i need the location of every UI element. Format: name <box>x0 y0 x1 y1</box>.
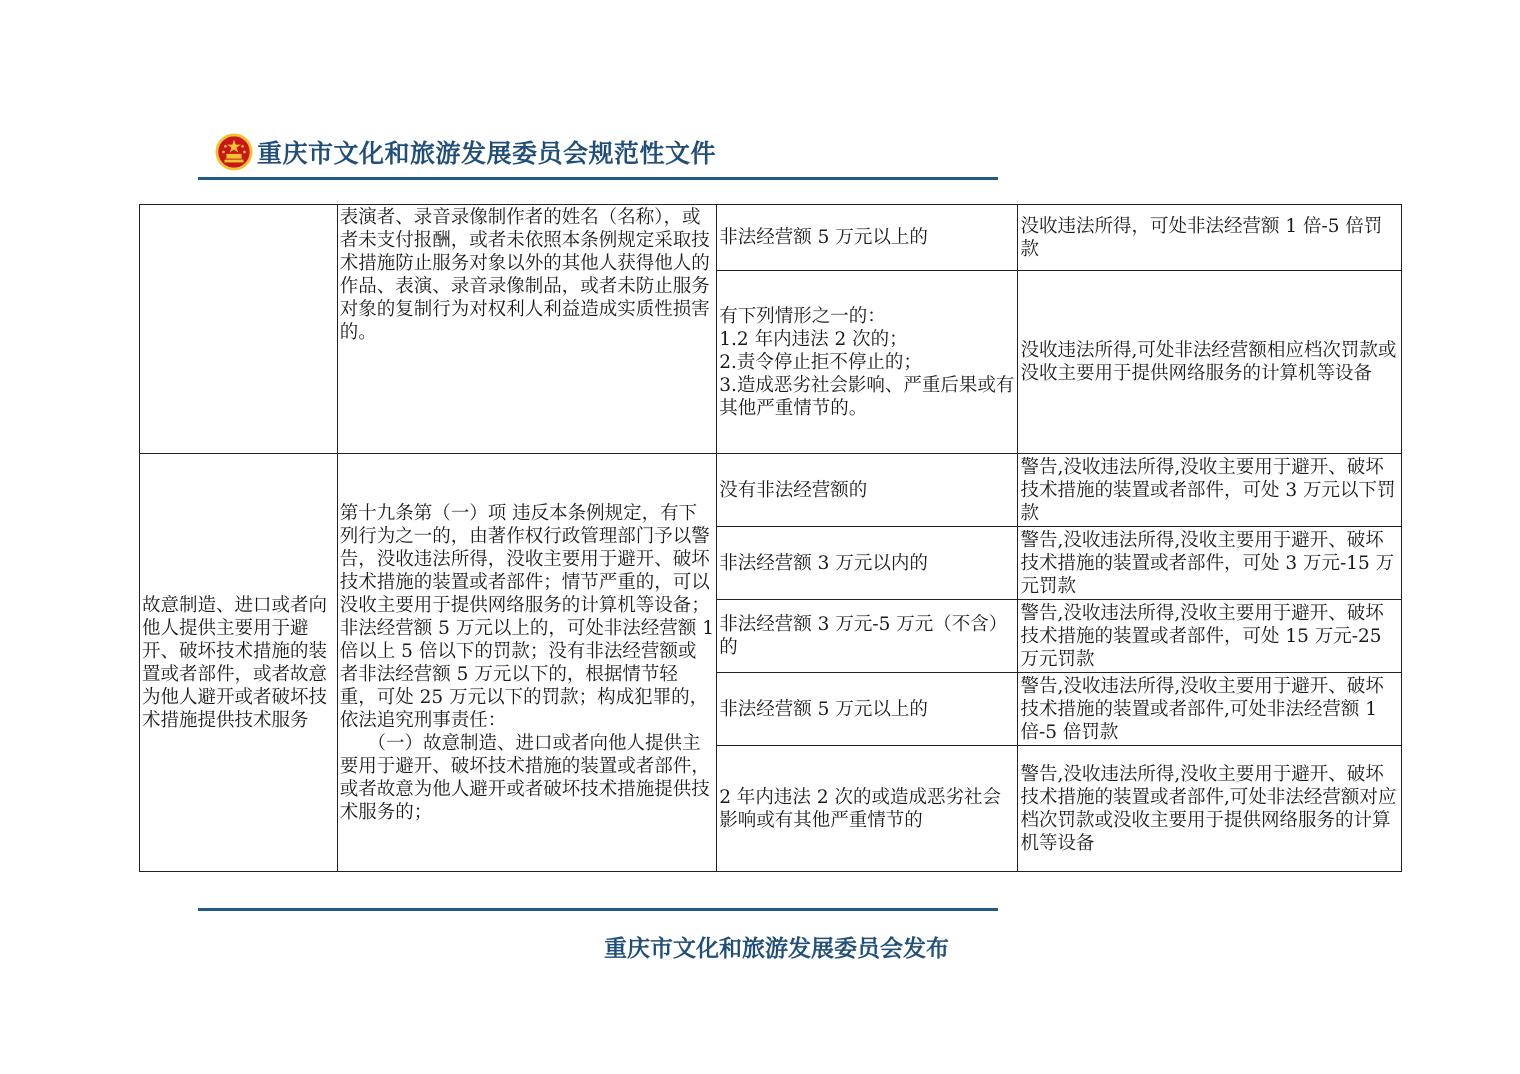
circumstance-cell: 非法经营额 5 万元以上的 <box>717 673 1018 746</box>
header-divider <box>198 177 998 180</box>
penalty-cell: 没收违法所得，可处非法经营额 1 倍-5 倍罚款 <box>1018 205 1402 271</box>
penalty-cell: 警告,没收违法所得,没收主要用于避开、破坏技术措施的装置或者部件，可处 15 万元-25 万元罚款 <box>1018 600 1402 673</box>
penalty-cell: 警告,没收违法所得,没收主要用于避开、破坏技术措施的装置或者部件，可处 3 万元-15 万元罚款 <box>1018 527 1402 600</box>
publisher-footer: 重庆市文化和旅游发展委员会发布 <box>604 935 949 962</box>
document-header-title: 重庆市文化和旅游发展委员会规范性文件 <box>257 139 717 168</box>
penalty-cell: 警告,没收违法所得,没收主要用于避开、破坏技术措施的装置或者部件,可处非法经营额对应档次罚款或没收主要用于提供网络服务的计算机等设备 <box>1018 746 1402 872</box>
national-emblem-icon <box>215 133 253 171</box>
penalty-cell: 警告,没收违法所得,没收主要用于避开、破坏技术措施的装置或者部件，可处 3 万元以下罚款 <box>1018 454 1402 527</box>
penalty-cell: 没收违法所得,可处非法经营额相应档次罚款或没收主要用于提供网络服务的计算机等设备 <box>1018 271 1402 454</box>
circumstance-cell: 非法经营额 5 万元以上的 <box>717 205 1018 271</box>
circumstance-cell: 2 年内违法 2 次的或造成恶劣社会影响或有其他严重情节的 <box>717 746 1018 872</box>
penalty-standard-table <box>139 204 1402 872</box>
footer-divider <box>198 908 998 911</box>
penalty-cell: 警告,没收违法所得,没收主要用于避开、破坏技术措施的装置或者部件,可处非法经营额 1 倍-5 倍罚款 <box>1018 673 1402 746</box>
behavior-cell: 故意制造、进口或者向他人提供主要用于避开、破坏技术措施的装置或者部件，或者故意为他人避开或者破坏技术措施提供技术服务 <box>140 454 338 872</box>
table-row <box>140 205 1402 271</box>
document-header <box>215 130 716 174</box>
table-row <box>140 454 1402 527</box>
circumstance-cell: 非法经营额 3 万元以内的 <box>717 527 1018 600</box>
provision-cell: 表演者、录音录像制作者的姓名（名称），或者未支付报酬，或者未依照本条例规定采取技术措施防止服务对象以外的其他人获得他人的作品、表演、录音录像制品，或者未防止服务对象的复制行为对权利人利益造成实质性损害的。 <box>337 205 717 454</box>
behavior-cell <box>140 205 338 454</box>
provision-cell: 第十九条第（一）项 违反本条例规定，有下列行为之一的，由著作权行政管理部门予以警告，没收违法所得，没收主要用于避开、破坏技术措施的装置或者部件；情节严重的，可以没收主要用于提供网络服务的计算机等设备；非法经营额 5 万元以上的，可处非法经营额 1 倍以上 5 倍以下的罚款；没有非法经营额或者非法经营额 5 万元以下的，根据情节轻重，可处 25 万元以下的罚款；构成犯罪的，依法追究刑事责任： （一）故意制造、进口或者向他人提供主要用于避开、破坏技术措施的装置或者部件，或者故意为他人避开或者破坏技术措施提供技术服务的； <box>337 454 717 872</box>
circumstance-cell: 非法经营额 3 万元-5 万元（不含）的 <box>717 600 1018 673</box>
circumstance-cell: 没有非法经营额的 <box>717 454 1018 527</box>
circumstance-cell: 有下列情形之一的： 1.2 年内违法 2 次的； 2.责令停止拒不停止的； 3.造成恶劣社会影响、严重后果或有其他严重情节的。 <box>717 271 1018 454</box>
